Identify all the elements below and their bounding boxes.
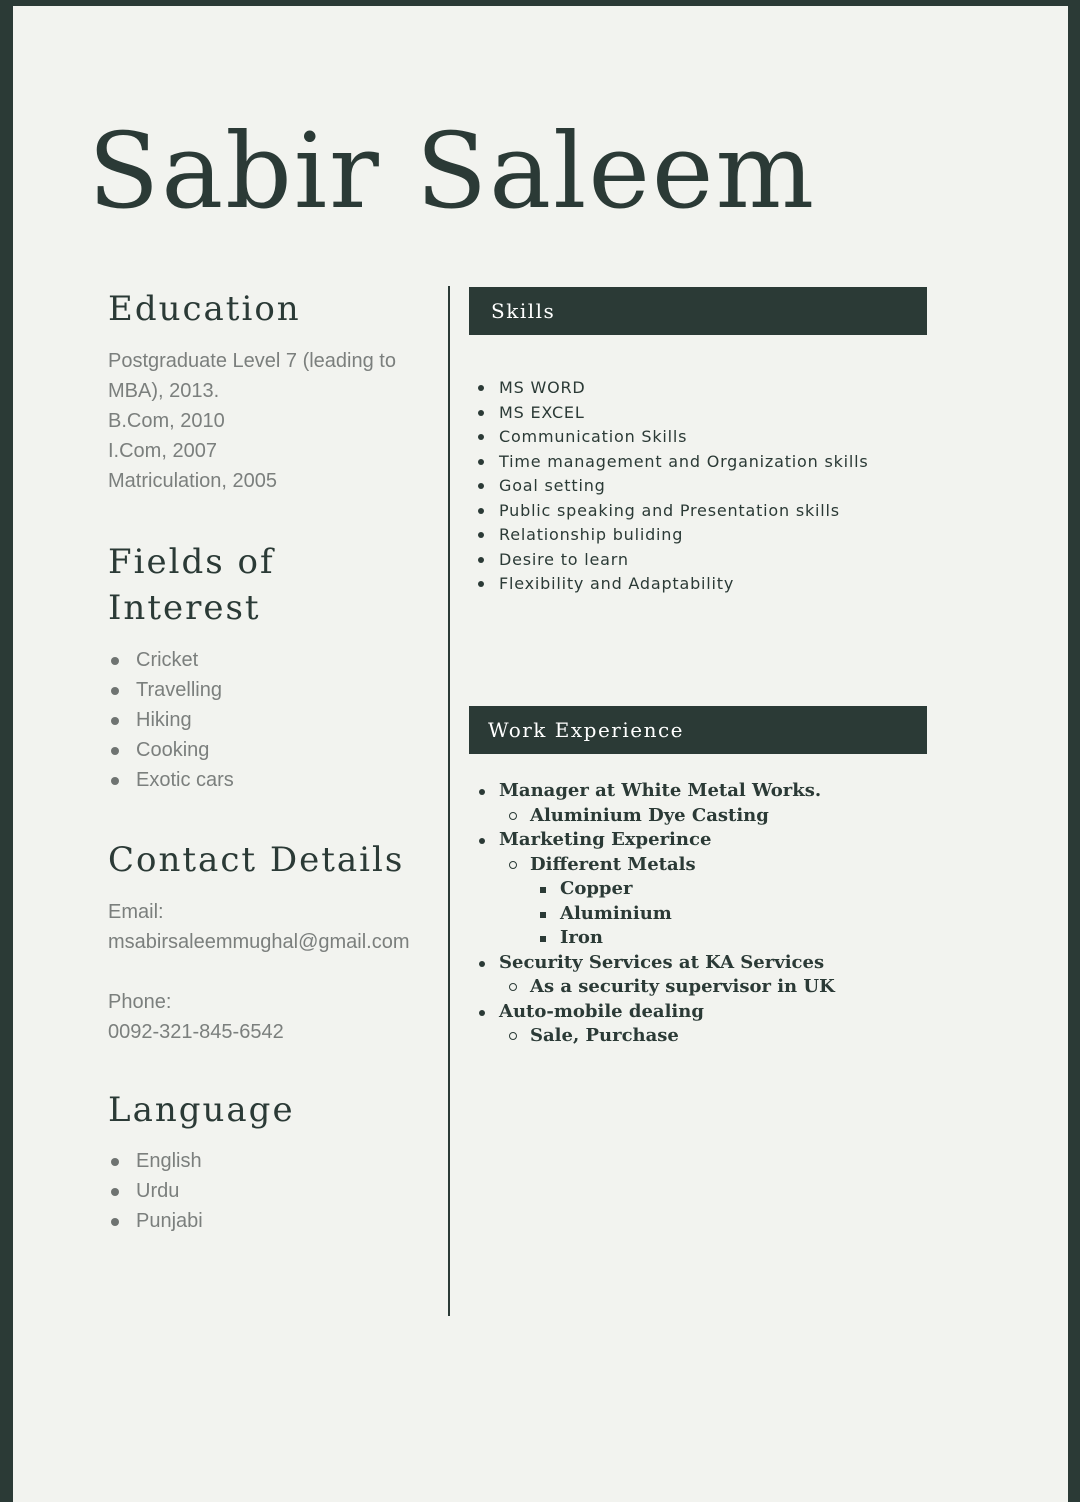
- bullet-icon: [478, 483, 484, 489]
- bullet-icon: [478, 581, 484, 587]
- interests-list: [108, 645, 448, 795]
- circle-bullet-icon: [509, 812, 517, 820]
- list-item: Exotic cars: [108, 765, 448, 795]
- list-item: Travelling: [108, 675, 448, 705]
- contact-details: [108, 897, 448, 1047]
- list-item: Aluminium Dye Casting: [475, 804, 835, 829]
- language-list: [108, 1146, 448, 1236]
- circle-bullet-icon: [509, 1032, 517, 1040]
- contact-section: [108, 837, 448, 1047]
- list-item: Punjabi: [108, 1206, 448, 1236]
- education-section: [108, 286, 448, 496]
- column-divider: [448, 286, 450, 1316]
- list-item: Relationship buliding: [475, 523, 869, 548]
- education-item: Matriculation, 2005: [108, 470, 277, 492]
- work-list: [475, 779, 835, 1049]
- list-item: MS EXCEL: [475, 401, 869, 426]
- skills-banner: Skills: [469, 287, 927, 335]
- list-item: Hiking: [108, 705, 448, 735]
- list-item: Urdu: [108, 1176, 448, 1206]
- bullet-icon: [479, 838, 485, 844]
- interests-title-line1: Fields of: [108, 542, 275, 582]
- bullet-icon: [478, 410, 484, 416]
- bullet-icon: [478, 459, 484, 465]
- list-item: Copper: [475, 877, 835, 902]
- square-bullet-icon: [540, 912, 546, 918]
- list-item: Time management and Organization skills: [475, 450, 869, 475]
- interests-title: [108, 539, 448, 631]
- resume-page: [13, 6, 1068, 1502]
- list-item: Iron: [475, 926, 835, 951]
- bullet-icon: [479, 961, 485, 967]
- bullet-icon: [479, 789, 485, 795]
- list-item: Auto-mobile dealing: [475, 1000, 835, 1025]
- square-bullet-icon: [540, 936, 546, 942]
- education-title: Education: [108, 289, 301, 329]
- list-item: Manager at White Metal Works.: [475, 779, 835, 804]
- bullet-icon: [111, 687, 119, 695]
- language-title: Language: [108, 1090, 295, 1130]
- list-item: Goal setting: [475, 474, 869, 499]
- phone-label: Phone:: [108, 991, 172, 1013]
- list-item: Flexibility and Adaptability: [475, 572, 869, 597]
- education-list: [108, 346, 448, 496]
- skills-list: [475, 376, 869, 597]
- interests-title-line2: Interest: [108, 588, 261, 628]
- candidate-name: Sabir Saleem: [88, 110, 817, 232]
- list-item: Security Services at KA Services: [475, 951, 835, 976]
- list-item: Public speaking and Presentation skills: [475, 499, 869, 524]
- square-bullet-icon: [540, 887, 546, 893]
- email-label: Email:: [108, 901, 164, 923]
- interests-section: [108, 539, 448, 795]
- contact-title: Contact Details: [108, 840, 405, 880]
- bullet-icon: [111, 1188, 119, 1196]
- bullet-icon: [478, 532, 484, 538]
- bullet-icon: [111, 1218, 119, 1226]
- list-item: English: [108, 1146, 448, 1176]
- list-item: Aluminium: [475, 902, 835, 927]
- list-item: MS WORD: [475, 376, 869, 401]
- circle-bullet-icon: [509, 861, 517, 869]
- list-item: Marketing Experince: [475, 828, 835, 853]
- bullet-icon: [478, 385, 484, 391]
- list-item: Cricket: [108, 645, 448, 675]
- language-section: [108, 1087, 448, 1236]
- bullet-icon: [111, 657, 119, 665]
- circle-bullet-icon: [509, 983, 517, 991]
- bullet-icon: [479, 1010, 485, 1016]
- list-item: Desire to learn: [475, 548, 869, 573]
- education-item: MBA), 2013.: [108, 380, 220, 402]
- education-item: B.Com, 2010: [108, 410, 225, 432]
- list-item: Different Metals: [475, 853, 835, 878]
- bullet-icon: [111, 747, 119, 755]
- phone-value: 0092-321-845-6542: [108, 1021, 284, 1043]
- bullet-icon: [111, 1158, 119, 1166]
- work-banner: Work Experience: [469, 706, 927, 754]
- bullet-icon: [111, 717, 119, 725]
- bullet-icon: [478, 508, 484, 514]
- education-item: Postgraduate Level 7 (leading to: [108, 350, 396, 372]
- bullet-icon: [111, 777, 119, 785]
- bullet-icon: [478, 557, 484, 563]
- list-item: Communication Skills: [475, 425, 869, 450]
- list-item: Sale, Purchase: [475, 1024, 835, 1049]
- email-value: msabirsaleemmughal@gmail.com: [108, 931, 410, 953]
- list-item: As a security supervisor in UK: [475, 975, 835, 1000]
- list-item: Cooking: [108, 735, 448, 765]
- education-item: I.Com, 2007: [108, 440, 217, 462]
- bullet-icon: [478, 434, 484, 440]
